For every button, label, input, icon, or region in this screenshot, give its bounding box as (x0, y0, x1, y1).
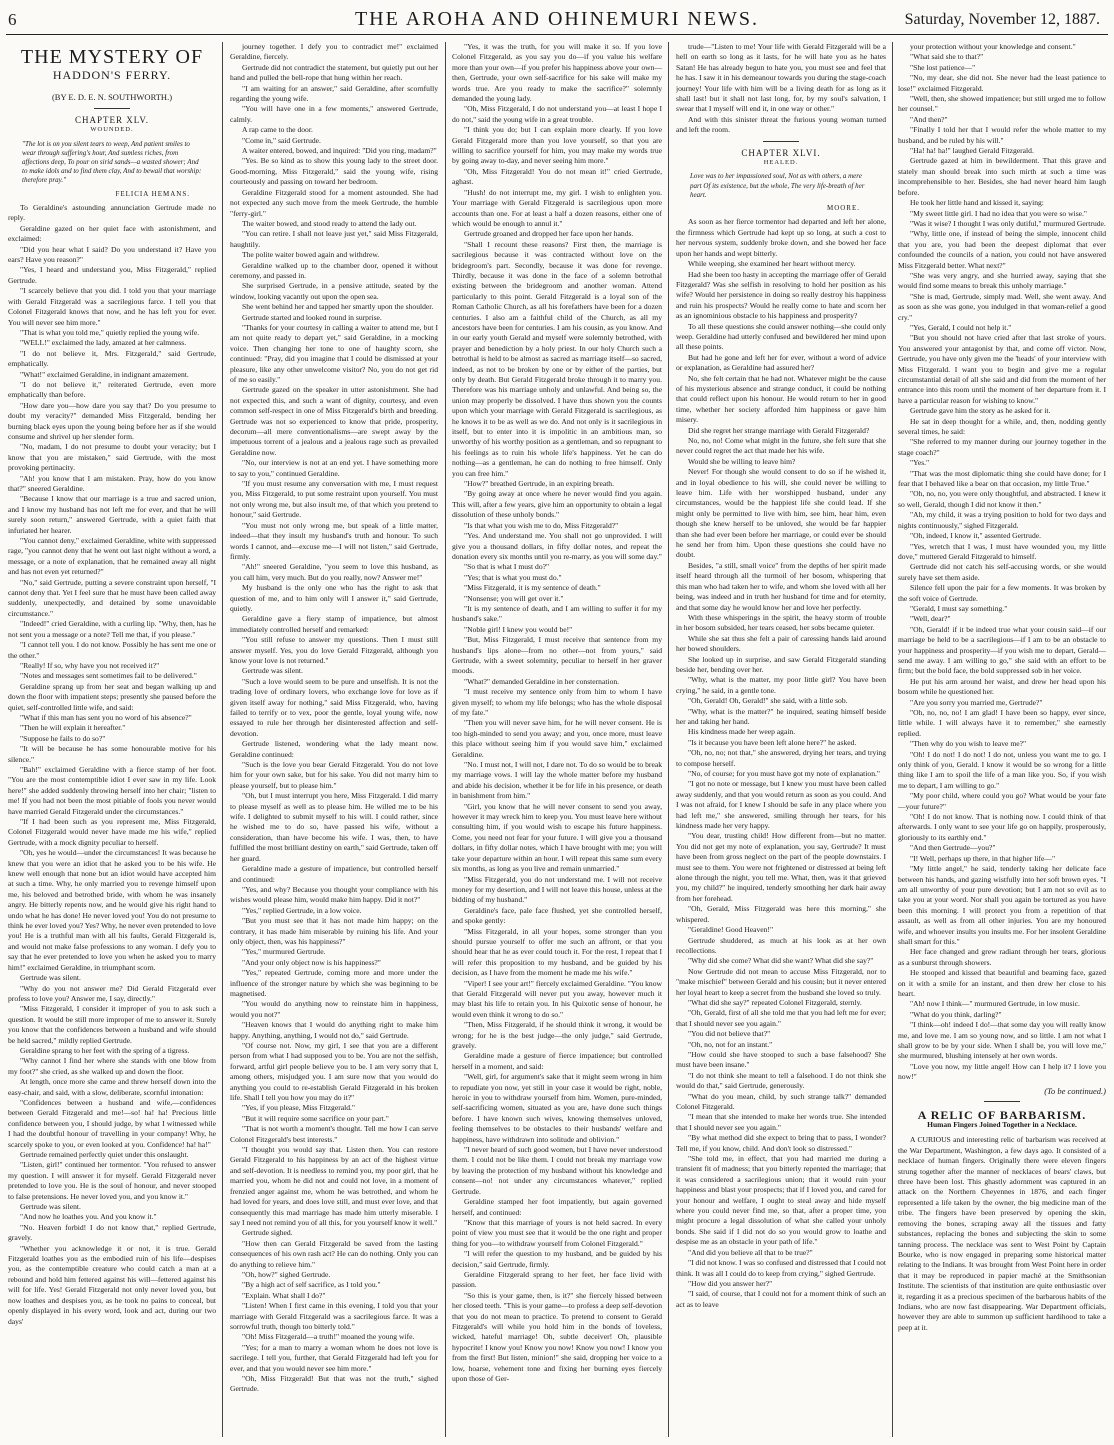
paragraph: "Well, dear?" (910, 614, 951, 624)
paragraph: "What did she say?" repeated Colonel Fitzgerald, sternly. (688, 997, 862, 1007)
paragraph: "Yes; that is what you must do." (464, 572, 562, 582)
paragraph: "My little angel," he said, tenderly taking her delicate face between his hands, and gazing wistfully into her soft brown eyes. "I am all unworthy of your pure devotion; but I am not so evil as to take you at your word. Nor shall you again be tortured as you have been this morning. I will protect you from a repetition of that assault, as well as from all other injuries. You are my honoured wife, and whoever insults you insults me. For her insolent Geraldine shall smart for this." (898, 864, 1106, 946)
paragraph: "No. Heaven forbid! I do not know that," replied Gertrude, gravely. (8, 1222, 216, 1243)
paragraph: "What?" demanded Geraldine in her consternation. (464, 676, 620, 686)
paragraph: "I think you do; but I can explain more clearly. If you love Gerald Fitzgerald more than you love yourself, so that you are willing to sacrifice yourself for him, you may make my words true by going away to-day, and never seeing him more." (452, 125, 662, 166)
to-be-continued: (To be continued.) (1044, 1085, 1106, 1096)
paragraph: "Well, girl, for argument's sake that it might seem wrong in him to repudiate you now, yet still in your case it would be right, noble, heroic in you to withdraw yourself from him. Women, pure-minded, self-sacrificing women, situated as you are, have done such things before. I have known such wives, knowing themselves unloved, feeling themselves to be obstacles to their husbands' welfare and happiness, have withdrawn into solitude and oblivion." (452, 1072, 662, 1144)
chapter-heading: CHAPTER XLVI. (741, 147, 821, 158)
epigraph: "The lot is on you silent tears to weep, And patient smiles to wear through suffering's hour, And sumless riches, from affections deep, To pour on sirid sands—a wasted shower; And to make idols and to find them clay, And to bewail that worship: therefore pray." (22, 139, 202, 185)
paragraph: "I will refer the question to my husband, and be guided by his decision," said Gertrude, firmly. (452, 1249, 662, 1269)
paragraph: "No, my dear, she did not. She never had the least patience to lose!" exclaimed Fitzgerald. (898, 73, 1106, 93)
paragraph: He sat in deep thought for a while, and, then, nodding gently several times, he said: (898, 416, 1106, 437)
paragraph: "Oh, yes he would—under the circumstances! It was because he knew that you were an idiot that he asked you to be his wife. He knew well enough that none but an idiot would have accepted him at such a time. Why, he only married you to revenge himself upon me, his beloved and betrothed bride, with whom he was insanely angry. He bitterly repents now, and he would give his right hand to undo what he has done! He never loved you! You do not presume to think he ever loved you? Yes? Why, he never even pretended to love you! He is a truthful man with all his faults, Gerald Fitzgerald is, and would not make false professions to any woman. I defy you to say that he ever pretended to love you when he asked you to marry him!" exclaimed Geraldine, in triumphant scorn. (8, 848, 216, 972)
paragraph: "If I had been such as you represent me, Miss Fitzgerald, Colonel Fitzgerald would never have made me his wife," replied Gertrude, with a mock dignity peculiar to herself. (8, 817, 216, 847)
paragraph: "Oh, indeed, I know it," assented Gertrude. (910, 531, 1042, 541)
paragraph: Geraldine Fitzgerald stood for a moment astounded. She had not expected any such move from the meek Gertrude, the humble "ferry-girl." (230, 187, 438, 218)
paragraph: "Ha! ha! ha!" laughed Gerald Fitzgerald. (910, 146, 1034, 156)
paragraph: "My sweet little girl. I had no idea that you were so wise." (910, 208, 1088, 218)
paragraph: "And now he loathes you. And you know it." (20, 1212, 157, 1222)
paragraph: "Oh, Miss Fitzgerald, I do not understand you—at least I hope I do not," said the young wife in a great trouble. (452, 104, 662, 124)
paragraph: "Oh, Miss Fitzgerald! You do not mean it!" cried Gertrude, aghast. (452, 166, 662, 187)
paragraph: "You must not only wrong me, but speak of a little matter, indeed—that they insult my husband's truth and honour. To such words I cannot, and—excuse me—I will not listen," said Gertrude, firmly. (230, 520, 438, 561)
paragraph: "Bah!" exclaimed Geraldine with a fierce stamp of her foot. "You are the most contemptible idiot I ever saw in my life. Look here!" she added suddenly throwing herself into her chair; "listen to me! If you had not been the most pitiable of fools you never would have married Gerald Fitzgerald under the circumstances." (8, 764, 216, 816)
paragraph: "So this is your game, then, is it?" she fiercely hissed between her closed teeth. "This is your game—to profess a deep self-devotion that you do not mean to practice. To pretend to consent to Gerald Fitzgerald's will while you hold him in the bonds of loveless, wicked, hateful marriage! Oh, subtle deceiver! Oh, plausible hypocrite! I know you! Know you now! Know you now! I know you from the first! But listen, minion!" she said, dropping her voice to a low, hoarse, vehement tone and fixing her burning eyes fiercely upon those of Ger- (452, 1290, 662, 1383)
paragraph: "No, our interview is not at an end yet. I have something more to say to you," continued Geraldine. (230, 458, 438, 478)
column-rule (445, 42, 446, 1437)
paragraph: "Then he will explain it hereafter." (20, 723, 126, 733)
short-rule (94, 108, 130, 109)
paragraph: "Explain. What shall I do?" (242, 1290, 326, 1300)
story-text (676, 217, 886, 1310)
paragraph: "Yes. Be so kind as to show this young lady to the street door. Good-morning, Miss Fitzgerald," said the young wife, rising courteously and passing on toward her bedroom. (230, 156, 438, 187)
paragraph: "You dear, trusting child! How different from—but no matter. You did not get my note of explanation, you say, Gertrude? It must have been from gross neglect on the part of the people downstairs. I must see to them. You were not frightened or distressed at being left alone through the night, you tell me. What, then, was it that grieved you, my child?" he inquired, tenderly smoothing her dark hair away from her forehead. (676, 831, 886, 903)
paragraph: "She told me, in effect, that you had married me during a transient fit of madness; that you bitterly repented the marriage; that it was considered a sacrilegious union; that it would ruin your happiness and blast your prospects; that if I loved you, and cared for your honour and welfare, I ought to steal away and hide myself where you could never find me, so that, after a proper time, you might procure a legal dissolution of what she called your unholy bonds. She said if I did not do so you would grow to loathe and despise me as an obstacle in your path of life." (676, 1154, 886, 1247)
paragraph: "How?" breathed Gertrude, in an expiring breath. (464, 479, 615, 489)
paragraph: "You can retire. I shall not leave just yet," said Miss Fitzgerald, haughtily. (230, 229, 438, 249)
paragraph: "Miss Fitzgerald, I consider it improper of you to ask such a question. It would be still more improper of me to answer it. Surely you know that the confidences between a husband and wife should be held sacred," mildly replied Gertrude. (8, 1004, 216, 1045)
paragraph: "I think—oh! indeed I do!—that some day you will really know me, and love me. I am so young now, and so little. I am not what I shall grow to be by your side. When I shall be, you will love me," she murmured, blushing intensely at her own words. (898, 1020, 1106, 1061)
paragraph: And with this sinister threat the furious young woman turned and left the room. (676, 114, 886, 135)
paragraph: "Why do you not answer me? Did Gerald Fitzgerald ever profess to love you? Answer me, I say, directly." (8, 983, 216, 1003)
masthead: THE AROHA AND OHINEMURI NEWS. (354, 8, 760, 30)
paragraph: "I got no note or message, but I knew you must have been called away suddenly, and that you would return as soon as you could. And I was not afraid, for I knew I should be safe in any place where you had left me," she answered, smiling through her tears, for his kindness made her very happy. (676, 779, 886, 831)
paragraph: At length, once more she came and threw herself down into the easy-chair, and said, with a slow, deliberate, scornful intonation: (8, 1077, 216, 1097)
column-1 (8, 42, 216, 1437)
short-rule (763, 141, 799, 142)
paragraph: "Ah, my child, it was a trying position to hold for two days and nights continuously," sighed Fitzgerald. (898, 510, 1106, 530)
paragraph: "Oh, no, no, you were only thoughtful, and abstracted. I knew it so well, Gerald, though I did not know it then." (898, 489, 1106, 509)
paragraph: "Why, little one, if instead of being the simple, innocent child that you are, you had been the deepest diplomat that ever confounded the councils of a nation, you could not have answered Miss Fitzgerald better. What next?" (898, 229, 1106, 270)
paragraph: Silence fell upon the pair for a few moments. It was broken by the soft voice of Gertrude. (898, 583, 1106, 603)
paragraph: "I cannot tell you. I do not know. Possibly he has sent me one or the other." (8, 640, 216, 660)
paragraph: "It will be because he has some honourable motive for his silence." (8, 744, 216, 764)
paragraph: "Yes," murmured Gertrude. (242, 947, 326, 957)
paragraph: "Yes." (910, 458, 930, 468)
paragraph: Did she regret her strange marriage with Gerald Fitzgerald? (688, 425, 870, 435)
paragraph: "She was very angry, and she hurried away, saying that she would find some means to break this unholy marriage." (898, 270, 1106, 291)
paragraph: "What said she to that?" (910, 52, 984, 62)
paragraph: "Girl, you know that he will never consent to send you away, however it may wreck him to keep you. You must leave here without consulting him, if you would wish to escape his future happiness. Come, you need not fear for your future. I will give you a thousand dollars, in fifty dollar notes, which I have brought with me; you will take your departure within an hour. I will repeat this same sum every six months, as long as you live and remain unmarried." (452, 801, 662, 874)
paragraph: With these whisperings in the spirit, the heavy storm of trouble in her bosom subsided, her tears ceased, her sobs became quieter. (676, 612, 886, 633)
issue-date: Saturday, November 12, 1887. (904, 11, 1100, 28)
paragraph: "Listen, girl!" continued her tormentor. "You refused to answer my question. I will answer it for myself. Gerald Fitzgerald never pretended to love you. He is the soul of honour, and never stooped to false pretensions. He never loved you, and you know it." (8, 1160, 216, 1201)
paragraph: "By what method did she expect to bring that to pass, I wonder? Tell me, if you know, child. And don't look so distressed." (676, 1133, 886, 1153)
paragraph: "Oh! Miss Fitzgerald—a truth!" moaned the young wife. (242, 1332, 415, 1342)
paragraph: She looked up in surprise, and saw Gerald Fitzgerald standing beside her, bending over her. (676, 654, 886, 674)
paragraph: "And did you believe all that to be true?" (688, 1247, 813, 1257)
page-number: 6 (8, 10, 17, 29)
paragraph: She went behind her and tapped her smartly upon the shoulder. (242, 302, 434, 312)
paragraph: "Shall I recount these reasons? First then, the marriage is sacrilegious because it was contracted without love on the bridegroom's part. Secondly, because it was done for revenge. Thirdly, because it was done in the face of a solemn betrothal existing between the bridegroom and another woman. Attend particularly to this point. Gerald Fitzgerald is a loyal son of the Roman Catholic Church, as all his forefathers have been for a dozen centuries. I also am a faithful child of the Church, as all my ancestors have been for centuries. I am his cousin, as you know. And in our early youth Gerald and myself were solemnly betrothed, with prayer and benediction by a holy priest. In our holy Church such a betrothal is held to be almost as sacred as marriage itself—so sacred, indeed, as not to be broken by one or by either of the parties, but only by death. But Gerald Fitzgerald broke through it to marry you. Therefore was his marriage unholy and unlawful. And being so, the union may properly be dissolved. I have thus shown you the counts upon which your marriage with Gerald Fitzgerald is sacrilegious, as he knows it to be as well as we do. And not only is it sacrilegious in itself, but to enter into it is impolitic in an ambitious man, so unworthy of his worthy position as a gentleman, and so repugnant to his feelings as to ruin his whole life's happiness. Yet he can do nothing—as a gentleman, he can do nothing to free himself. Only you can free him." (452, 239, 662, 478)
paragraph: "Is that what you wish me to do, Miss Fitzgerald?" (464, 520, 619, 530)
column-5 (898, 42, 1106, 1437)
epigraph-attribution: MOORE. (826, 204, 860, 213)
paragraph: "You will have one in a few moments," answered Gertrude, calmly. (230, 104, 438, 124)
paragraph: "I must receive my sentence only from him to whom I have given myself; to whom my life belongs; who has the whole disposal of my fate." (452, 687, 662, 717)
paragraph: "Oh, no, no; not that," she answered, drying her tears, and trying to compose herself. (676, 748, 886, 768)
paragraph: "You did not believe that?" (688, 1029, 771, 1039)
epigraph: Love was to her impassioned soul, Not as with others, a mere part Of its existence, but the whole, The very life-breath of her heart. (690, 172, 865, 199)
paragraph: "So that is what I must do?" (464, 562, 550, 572)
paragraph: "And then Gertrude—you?" (910, 843, 996, 853)
paragraph: "Oh, Miss Fitzgerald! But that was not the truth," sighed Gertrude. (230, 1374, 438, 1394)
paragraph: "And then?" (910, 114, 948, 124)
paragraph: "Yes, and why? Because you thought your compliance with his wishes would please him, would make him happy. Did it not?" (230, 884, 438, 905)
column-rule (222, 42, 223, 1437)
paragraph: "Hush! do not interrupt me, my girl. I wish to enlighten you. Your marriage with Gerald Fitzgerald is sacrilegious upon more accounts than one. For at least a half a dozen reasons, either one of which would be enough to annul it." (452, 187, 662, 228)
paragraph: "Thanks for your courtesy in calling a waiter to attend me, but I am not quite ready to depart yet," said Geraldine, in a mocking voice. Then changing her tone to one of haughty scorn, she continued: "Pray, did you imagine that I could be dismissed at your pleasure, like any other unwelcome visitor? No, you do not get rid of me so easily." (230, 322, 438, 384)
paragraph: While weeping, she examined her heart without mercy. (688, 259, 856, 269)
column-rule (892, 42, 893, 1437)
story-text (8, 203, 216, 1327)
paragraph: Geraldine sprang to her feet with the spring of a tigress. (20, 1045, 190, 1055)
paragraph: "By going away at once where he never would find you again. This will, after a few years, give him an opportunity to obtain a legal dissolution of these unholy bonds." (452, 489, 662, 520)
paragraph: Geraldine made a gesture of impatience, but controlled herself and continued: (230, 864, 438, 884)
story-text (230, 42, 438, 1395)
paragraph: Her face changed and grew radiant through her tears, glorious as a sunburst through showers. (898, 947, 1106, 967)
paragraph: To all these questions she could answer nothing—she could only weep. Geraldine had utterly confused and bewildered her mind upon all these points. (676, 321, 886, 352)
paragraph: Gertrude groaned and dropped her face upon her hands. (464, 229, 634, 239)
paragraph: Gertrude did not catch his self-accusing words, or she would surely have set them aside. (898, 562, 1106, 582)
paragraph: Gertrude was silent. (20, 973, 81, 983)
paragraph: "She referred to my manner during our journey together in the stage coach?" (898, 437, 1106, 457)
paragraph: "But, Miss Fitzgerald, I must receive that sentence from my husband's lips alone—from no other—not from yours," said Gertrude, with a sweet solemnity, peculiar to herself in her graver moods. (452, 635, 662, 676)
paragraph: To Geraldine's astounding annunciation Gertrude made no reply. (8, 203, 216, 223)
paragraph: "Heaven knows that I would do anything right to make him happy. Anything, anything, I would not do," said Gertrude. (230, 1020, 438, 1040)
paragraph: "Come in," said Gertrude. (242, 135, 321, 145)
paragraph: Gertrude sighed. (242, 1228, 293, 1238)
paragraph: "Suppose he fails to do so?" (20, 733, 106, 743)
paragraph: "It is my sentence of death, and I am willing to suffer it for my husband's sake." (452, 603, 662, 624)
paragraph: "Indeed!" cried Geraldine, with a curling lip. "Why, then, has he not sent you a message or a note? Tell me that, if you please." (8, 619, 216, 639)
paragraph: He stooped and kissed that beautiful and beaming face, gazed on it with a smile for an instant, and then drew her close to his heart. (898, 968, 1106, 998)
paragraph: "Yes, if you please, Miss Fitzgerald." (242, 1103, 355, 1113)
paragraph: Now Gertrude did not mean to accuse Miss Fitzgerald, nor to "make mischief" between Gerald and his cousin; but it never entered her loyal heart to keep a secret from the husband she loved so truly. (676, 966, 886, 997)
paragraph: But had he gone and left her for ever, without a word of advice or explanation, as Geraldine had assured her? (676, 352, 886, 373)
paragraph: "How dare you—how dare you say that? Do you presume to doubt my veracity?" demanded Miss Fitzgerald, bending her burning black eyes upon the young being before her as if she would consume and shrivel up her slender form. (8, 400, 216, 441)
paragraph: A rap came to the door. (242, 125, 313, 135)
header-rule (6, 34, 1108, 35)
paragraph: "Oh, Gerald! if it be indeed true what your cousin said—if our marriage be held to be a sacrilegious—if I am to be an obstacle to your happiness and prosperity—if you wish me to depart, Gerald—send me away. I am willing to go," she said with an effort to be firm; but the bold face, the bold suppressed sob in her voice. (898, 624, 1106, 676)
paragraph: Never! For though she would consent to do so if he wished it, and in loyal obedience to his will, she could never be willing to leave him. Life with her worshipped husband, under any circumstances, would be the happiest life she could lead. If she might only be permitted to live with him, see him, hear him, even though she knew herself to be unloved, she would be far happier than she had ever been before her marriage, or could ever be should he send her from him. Upon these questions she could have no doubt. (676, 467, 886, 560)
paragraph: "Why did she come? What did she want? What did she say?" (688, 956, 874, 966)
story-subtitle: HADDON'S FERRY. (52, 68, 172, 82)
paragraph: Gertrude did not contradict the statement, but quietly put out her hand and pulled the bell-rope that hung within her reach. (230, 62, 438, 83)
paragraph: He put his arm around her waist, and drew her head upon his bosom while he questioned her. (898, 676, 1106, 697)
chapter-heading: CHAPTER XLV. (74, 114, 149, 125)
paragraph: "And your only object now is his happiness?" (242, 957, 381, 967)
paragraph: "Ah!" sneered Geraldine, "you seem to love this husband, as you call him, very much. But do you really, now? Answer me!" (230, 562, 438, 582)
paragraph: Gertrude started and looked round in surprise. (242, 312, 382, 322)
paragraph: "How could she have stooped to such a base falsehood? She must have been insane." (676, 1049, 886, 1070)
epigraph-attribution: FELICIA HEMANS. (115, 189, 190, 198)
column-3 (452, 42, 662, 1437)
paragraph: "I! Well, perhaps up there, in that higher life—" (910, 853, 1056, 863)
paragraph: While she sat thus she felt a pair of caressing hands laid around her bowed shoulders. (676, 633, 886, 654)
paragraph: His kindness made her weep again. (688, 727, 796, 737)
paragraph: "Miss Fitzgerald, in all your hopes, some stronger than you should pursue yourself to offer me such an affront, or that you should hear that he as ever could touch it. For the rest, I repeat that I will refer this proposition to my husband, and be guided by his decision, as I have from the moment he made me his wife." (452, 926, 662, 978)
paragraph: "That is what you told me," quietly replied the young wife. (20, 327, 200, 337)
paragraph: A CURIOUS and interesting relic of barbarism was received at the War Department, Washington, a few days ago. It consisted of a necklace of human fingers. Originally there were eleven fingers strung together after the manner of necklaces of bears' claws, but three have been lost. This ghastly adornment was captured in an attack on the Northern Cheyennes in 1876, and each finger represented a life taken by the owner, the big medicine man of the tribe. The fingers have been preserved by opening the skin, removing the bones, scraping away all the tissues and fatty substances, replacing the bones and subjecting the skin to some tanning process. The necklace was sent to West Point by Captain Bourke, who is now engaged in preparing some historical matter relating to the Indians. It was brought from West Point here in order that it may be reproduced in papier maché at the Smithsonian Institute. The scientists of that institution are quite enthusiastic over it, regarding it as a precious specimen of the barbarous habits of the Indians, who are now fast disappearing. War Department officials, however they are able to summon up sufficient hardihood to take a peep at it. (898, 1135, 1106, 1332)
paragraph: "Is it because you have been left alone here?" he asked. (688, 737, 857, 747)
paragraph: "Oh, but I must interrupt you here, Miss Fitzgerald. I did marry to please myself as well as to please him. He willed me to be his wife. I delighted to submit myself to his will. I could rather, since he wished me to do so, have passed his wife, without a consideration, than have become his wife. I was, then, to have fulfilled the most brilliant destiny on earth," said Gertrude, taken off her guard. (230, 791, 438, 863)
paragraph: "Listen! When I first came in this evening, I told you that your marriage with Gerald Fitzgerald was a sacrilegious farce. It was a sorrowful truth, though too bitterly told." (230, 1301, 438, 1331)
paragraph: "Whether you acknowledge it or not, it is true. Gerald Fitzgerald loathes you as the embodied ruin of his life—despises you, as the contemptible creature who could catch a man at a rebound and hold him fettered against his will—fettered against his will for life. Yes! Gerald Fitzgerald not only never loved you, but now loathes and despises you, as he took no pains to conceal, but openly displayed in his every word, look and act, during our two days' (8, 1243, 216, 1326)
paragraph: Gertrude shuddered, as much at his look as at her own recollections. (676, 935, 886, 955)
paragraph: "No," said Gertrude, putting a severe constraint upon herself, "I cannot deny that. Yet I feel sure that he must have been called away suddenly, unexpectedly, and detained by some unavoidable circumstance." (8, 577, 216, 618)
paragraph: Gertrude gave him the story as he asked for it. (910, 406, 1051, 416)
story-text (452, 42, 662, 1384)
paragraph: "Oh! I do not know. That is nothing now. I could think of that afterwards. I only want to see your life go on happily, prosperously, gloriously to its earthly end." (898, 812, 1106, 842)
paragraph: "Oh! I do not! I do not! I do not, unless you want me to go. I only think of you, Gerald. I know it would be so wrong for a little thing like I am to spoil the life of a man like you. So, if you wish me to depart, I am willing to go." (898, 749, 1106, 790)
chapter-subheading: HEALED. (763, 159, 799, 167)
paragraph: No, she felt certain that he had not. Whatever might be the cause of his mysterious absence and strange conduct, it could be nothing that could reflect upon his honour. He would return to her in good time, whether her society afforded him happiness or gave him misery. (676, 373, 886, 425)
paragraph: "Are you sorry you married me, Gertrude?" (910, 697, 1043, 707)
paragraph: "WELL!" exclaimed the lady, amazed at her calmness. (20, 338, 187, 348)
paragraph: "Such a love would seem to be pure and unselfish. It is not the trading love of ordinary lovers, who exchange love for love as if given itself away for nothing," said Miss Fitzgerald, who, having failed to terrify or to vex, poor the gentle, loyal young wife, now essayed to rule her through her disinterested affection and self-devotion. (230, 676, 438, 738)
paragraph: Gertrude was silent. (20, 1202, 81, 1212)
paragraph: My husband is the only one who has the right to ask that question of me, and to him only will I answer it," said Gertrude, quietly. (230, 583, 438, 613)
paragraph: "No, madam, I do not presume to doubt your veracity; but I know that you are mistaken," said Gertrude, with the most provoking pertinacity. (8, 442, 216, 473)
paragraph: your protection without your knowledge and consent." (910, 42, 1076, 51)
paragraph: "What!" exclaimed Geraldine, in indignant amazement. (20, 369, 189, 379)
short-rule (984, 1101, 1020, 1102)
paragraph: "Finally I told her that I would refer the whole matter to my husband, and be ruled by his will." (898, 125, 1106, 145)
paragraph: Geraldine's face, pale face flushed, yet she controlled herself, and spoke gently: (452, 905, 662, 926)
paragraph: "Oh, Gerald! Oh, Gerald!" she said, with a little sob. (688, 696, 848, 706)
paragraph: "I did not know. I was so confused and distressed that I could not think. It was all I could do to keep from crying," sighed Gertrude. (676, 1258, 886, 1278)
paragraph: "What do you mean, child, by such strange talk?" demanded Colonel Fitzgerald. (676, 1091, 886, 1112)
paragraph: "Yes, it was the truth, for you will make it so. If you love Colonel Fitzgerald, as you say you do—if you value his welfare more than your own—if you prefer his happiness above your own—then, Gertrude, your own self-sacrifice for his sake will make my words true. Are you ready to make the sacrifice?" solemnly demanded the young lady. (452, 42, 662, 104)
article-subtitle: Human Fingers Joined Together in a Necklace. (927, 1120, 1077, 1130)
paragraph: Geraldine stamped her foot impatiently, but again governed herself, and continued: (452, 1197, 662, 1217)
paragraph: "What if this man has sent you no word of his absence?" (20, 712, 192, 722)
paragraph: "She lost patience—" (910, 62, 976, 72)
paragraph: "But you should not have cried after that last stroke of yours. You answered your antagonist by that, and come off victor. Now, Gertrude, you have only given me the 'heads' of your interview with Miss Fitzgerald. I want you to begin and give me a regular circumstantial detail of all she said and did from the moment of her entrance into this room until the moment of her departure from it. I have a particular reason for wishing to know." (898, 333, 1106, 405)
paragraph: Besides, "a still, small voice" from the depths of her spirit made itself heard through all the turmoil of her bosom, whispering that this man who had taken her to wife, and whom she loved with all her being, was indeed and in truth her husband for time and for eternity, and that some day he would know her and love her perfectly. (676, 560, 886, 612)
paragraph: Geraldine walked up to the chamber door, opened it without ceremony, and passed in. (230, 260, 438, 280)
paragraph: "My poor child, where could you go? What would be your fate—your future?" (898, 791, 1106, 811)
paragraph: "Did you hear what I said? Do you understand it? Have you ears? Have you reason?" (8, 244, 216, 265)
page-body (8, 42, 1106, 1437)
chapter-subheading: WOUNDED. (90, 126, 134, 134)
paragraph: "Yes," replied Gertrude, in a low voice. (242, 905, 362, 915)
paragraph: Geraldine sprang up from her seat and began walking up and down the floor with impatient steps; presently she paused before the quiet, self-controlled little wife, and said: (8, 681, 216, 712)
paragraph: "I am waiting for an answer," said Geraldine, after scornfully regarding the young wife. (230, 83, 438, 104)
paragraph: "Why, what is the matter?" he inquired, seating himself beside her and taking her hand. (676, 706, 886, 726)
article-title: A RELIC OF BARBARISM. (917, 1108, 1087, 1123)
paragraph: "Such is the love you bear Gerald Fitzgerald. You do not love him for your own sake, but for his sake. You did not marry him to please yourself, but to please him." (230, 760, 438, 790)
paragraph: Gertrude gazed at him in bewilderment. That this grave and stately man should break into such mirth at such a time was incomprehensible to her. Besides, she had never heard him laugh before. (898, 156, 1106, 197)
paragraph: "She is mad, Gertrude, simply mad. Well, she went away. And as soon as she was gone, you indulged in that woman-relief a good cry." (898, 291, 1106, 322)
paragraph: "No. I must not, I will not, I dare not. To do so would be to break my marriage vows. I will lay the whole matter before my husband and abide his decision, whether it be for life in his presence, or death in banishment from him." (452, 760, 662, 801)
paragraph: "I scarcely believe that you did. I told you that your marriage with Gerald Fitzgerald was a sacrilegious farce. I tell you that Colonel Fitzgerald knows that now, and he has left you for ever. You will never see him more." (8, 286, 216, 327)
paragraph: "Yes, wretch that I was, I must have wounded you, my little dove," muttered Gerald Fitzgerald to himself. (898, 541, 1106, 561)
paragraph: "Yes, Gerald, I could not help it." (910, 322, 1012, 332)
paragraph: "You cannot deny," exclaimed Geraldine, white with suppressed rage, "you cannot deny that he went out last night without a word, a message, or a note of explanation, that he remained away all night and has not even yet returned?" (8, 536, 216, 577)
paragraph: "Oh, no, no, no! I am glad! I have been so happy, ever since, little while. I will always have it to remember," she earnestly replied. (898, 708, 1106, 738)
paragraph: "Yes. And understand me. You shall not go unprovided. I will give you a thousand dollars, in fifty dollar notes, and repeat the donation every six months until you re-marry, as you will some day." (452, 531, 662, 561)
paragraph: "I thought you would say that. Listen then. You can restore Gerald Fitzgerald to his happiness by an act of the highest virtue and self-devotion. It is needless to remind you, my poor girl, that he married you, whom he did not and could not love, in a moment of frenzied anger against me, whom he was betrothed, and whom he had loved for years, and does love still, and must ever love, and that consequently this mad marriage has made him utterly miserable. I say I need not remind you of all this, for you yourself know it well." (230, 1145, 438, 1227)
paragraph: "Miss Fitzgerald, you do not understand me. I will not receive money for my desertion, and I will not leave this house, unless at the bidding of my husband." (452, 874, 662, 905)
paragraph: The polite waiter bowed again and withdrew. (242, 250, 380, 260)
paragraph: "Oh, Gerald, first of all she told me that you had left me for ever; that I should never see you again." (676, 1008, 886, 1028)
paragraph: "That was the most diplomatic thing she could have done; for I fear that I behaved like a bear on that occasion, my little True." (898, 468, 1106, 489)
story-text (898, 42, 1106, 1083)
paragraph: "What do you think, darling?" (910, 1009, 1002, 1019)
story-byline: (BY E. D. E. N. SOUTHWORTH.) (51, 92, 173, 103)
paragraph: He took her little hand and kissed it, saying: (910, 198, 1044, 208)
paragraph: "I mean that she intended to make her words true. She intended that I should never see you again." (676, 1112, 886, 1132)
paragraph: "Miss Fitzgerald, it is my sentence of death." (464, 583, 601, 593)
paragraph: "How then can Gerald Fitzgerald be saved from the lasting consequences of his own rash act? He can do nothing. Only you can do anything to relieve him." (230, 1238, 438, 1269)
paragraph: "I said, of course, that I could not for a moment think of such an act as to leave (676, 1289, 886, 1309)
paragraph: Geraldine Fitzgerald sprang to her feet, her face livid with passion. (452, 1269, 662, 1290)
story-title: THE MYSTERY OF (20, 46, 204, 68)
paragraph: "You still refuse to answer my questions. Then I must still answer myself. Yes, you do love Gerald Fitzgerald, although you know your love is not returned." (230, 635, 438, 665)
paragraph: "But you must see that it has not made him happy; on the contrary, it has made him miserable by ruining his life. And your only object, then, was his happiness?" (230, 916, 438, 946)
paragraph: Would she be willing to leave him? (688, 456, 796, 466)
paragraph: "Why cannot I find her where she stands with one blow from my foot?" she cried, as she walked up and down the floor. (8, 1056, 216, 1076)
paragraph: "Well, then, she showed impatience; but still urged me to follow her counsel." (898, 94, 1106, 114)
paragraph: Gertrude gazed on the speaker in utter astonishment. She had not expected this, and such a want of dignity, courtesy, and even common self-respect in one of Miss Fitzgerald's birth and breeding. Gertrude was not so experienced to know that pride, prosperity, decorum—all mere conventionalisms—are swept away by the impetuous torrent of a jealous and a jealous rage such as prevailed Geraldine now. (230, 385, 438, 457)
paragraph: "Why, what is the matter, my poor little girl? You have been crying," he said, in a gentle tone. (676, 675, 886, 695)
paragraph: "If you must resume any conversation with me, I must request you, Miss Fitzgerald, to put some restraint upon yourself. You must not only wrong me, but also insult me, of that which you pretend to honour," said Gertrude. (230, 479, 438, 520)
paragraph: "Ah! you know that I am mistaken. Pray, how do you know that?" sneered Geraldine. (8, 473, 216, 494)
paragraph: "Viper! I see your art!" fiercely exclaimed Geraldine. "You know that Gerald Fitzgerald will never put you away, however much it may blast his life to retain you. In his Quixotic sense of honour, he would even think it wrong to do so." (452, 978, 662, 1019)
paragraph: "Oh, how?" sighed Gertrude. (242, 1269, 331, 1279)
paragraph: "Noble girl! I knew you would be!" (464, 624, 573, 634)
paragraph: "I do not believe it, Mrs. Fitzgerald," said Gertrude, emphatically. (8, 348, 216, 369)
paragraph: "Really! If so, why have you not received it?" (20, 660, 160, 670)
paragraph: "Ah! now I think—" murmured Gertrude, in low music. (910, 999, 1080, 1009)
paragraph: "No, of course; for you must have got my note of explanation." (688, 769, 880, 779)
paragraph: "Yes; for a man to marry a woman whom he does not love is sacrilege. I tell you, further, that Gerald Fitzgerald had left you for ever, and that you would never see him more." (230, 1342, 438, 1373)
paragraph: "By a high act of self sacrifice, as I told you." (242, 1280, 381, 1290)
paragraph: She surprised Gertrude, in a pensive attitude, seated by the window, looking vacantly out upon the open sea. (230, 281, 438, 301)
paragraph: "Geraldine! Good Heaven!" (688, 925, 774, 935)
paragraph: "Of course not. Now, my girl, I see that you are a different person from what I had supposed you to be. You are not the selfish, forward, artful girl people believe you to be. I am very sorry that I, among others, misjudged you. I am sure now that you would do anything you could to re-establish Gerald Fitzgerald in his broken life. Shall I tell you how you may do it?" (230, 1041, 438, 1103)
paragraph: No, no, no! Come what might in the future, she felt sure that she never could regret the act that made her his wife. (676, 436, 886, 456)
paragraph: "Know that this marriage of yours is not held sacred. In every point of view you must see that it would be the one right and proper thing for you—to withdraw yourself from Colonel Fitzgerald." (452, 1217, 662, 1248)
paragraph: trude—"Listen to me! Your life with Gerald Fitzgerald will be a hell on earth so long as it lasts, for he will hate you as he hates Satan! He has already begun to hate you, you must see and feel that he has. I saw it in his demeanour towards you during the stage-coach journey! Your life with him will be a living death for as long as it shall last! but it shall not last long, for, by my soul's salvation, I swear that I myself will end it, in one way or other." (676, 42, 886, 114)
paragraph: "Oh, no, not for an instant." (688, 1039, 773, 1049)
paragraph: Geraldine made a gesture of fierce impatience; but controlled herself in a moment, and said: (452, 1051, 662, 1071)
column-4 (676, 42, 886, 1437)
page-header (0, 8, 1114, 36)
paragraph: "But it will require some sacrifice on your part." (242, 1113, 389, 1123)
paragraph: "Love you now, my little angel! How can I help it? I love you now!" (898, 1061, 1106, 1082)
paragraph: "Then why do you wish to leave me?" (910, 739, 1027, 749)
paragraph: "Then, Miss Fitzgerald, if he should think it wrong, it would be wrong; for he is the best judge—the only judge," said Gertrude, gravely. (452, 1020, 662, 1050)
paragraph: Gertrude listened, wondering what the lady meant now. Geraldine continued: (230, 739, 438, 759)
paragraph: A waiter entered, bowed, and inquired: "Did you ring, madam?" (242, 146, 437, 156)
paragraph: Geraldine gave a fiery stamp of impatience, but almost immediately controlled herself and remarked: (230, 614, 438, 634)
paragraph: As soon as her fierce tormentor had departed and left her alone, the firmness which Gertrude had kept up so long, at such a cost to her nervous system, suddenly broke down, and she bowed her face upon her hands and wept bitterly. (676, 217, 886, 258)
paragraph: "I do not think she meant to tell a falsehood. I do not think she would do that," said Gertrude, generously. (676, 1070, 886, 1091)
paragraph: The waiter bowed, and stood ready to attend the lady out. (242, 218, 417, 228)
paragraph: "Because I know that our marriage is a true and sacred union, and I know my husband has not left me for ever, and that he will surely soon return," answered Gertrude, with a quiet faith that infuriated her hearer. (8, 494, 216, 535)
paragraph: Gertrude remained perfectly quiet under this onslaught. (20, 1150, 189, 1160)
story-text (676, 42, 886, 136)
paragraph: "Notes and messages sent sometimes fail to be delivered." (20, 671, 197, 681)
paragraph: journey together. I defy you to contradict me!" exclaimed Geraldine, fiercely. (230, 42, 438, 62)
paragraph: "Then you will never save him, for he will never consent. He is too high-minded to send you away; and you, once more, must leave this place without seeing him if you would save him," exclaimed Geraldine. (452, 718, 662, 759)
paragraph: "How did you answer her?" (688, 1278, 773, 1288)
paragraph: "Yes, I heard and understand you, Miss Fitzgerald," replied Gertrude. (8, 265, 216, 285)
paragraph: "Confidences between a husband and wife,—confidences between Gerald Fitzgerald and me!—so! ha! ha! Precious little confidence between you, I should judge, by what I witnessed while I had the doubtful honour of travelling in your company! Why, he scarcely spoke to you, or even looked at you. Confidence! ha! ha!" (8, 1097, 216, 1149)
paragraph: "I never heard of such good women, but I have never understood them. I could not be like them. I could not break my marriage vow by leaving the protection of my husband without his knowledge and consent—no! not under any circumstances whatever," replied Gertrude. (452, 1145, 662, 1196)
paragraph: "Gerald, I must say something." (910, 603, 1008, 613)
paragraph: Geraldine gazed on her quiet face with astonishment, and exclaimed: (8, 223, 216, 244)
paragraph: Had she been too hasty in accepting the marriage offer of Gerald Fitzgerald? Was she selfish in resolving to hold her position as his wife? Would her persistence in doing so really destroy his happiness and ruin his prospects? Would he really come to hate and scorn her as an ignominious obstacle to his happiness and prosperity? (676, 269, 886, 321)
column-2 (230, 42, 438, 1437)
article-text (898, 1135, 1106, 1333)
paragraph: "Nonsense; you will get over it." (464, 593, 564, 603)
paragraph: Gertrude was silent. (242, 666, 303, 676)
paragraph: "You would do anything now to reinstate him in happiness, would you not?" (230, 999, 438, 1019)
paragraph: "Yes," repeated Gertrude, coming more and more under the influence of the stronger nature by which she was beginning to be magnetised. (230, 968, 438, 998)
paragraph: "That is not worth a moment's thought. Tell me how I can serve Colonel Fitzgerald's best interests." (230, 1124, 438, 1144)
paragraph: "Oh, Gerald, Miss Fitzgerald was here this morning," she whispered. (676, 904, 886, 924)
paragraph: "Was it wise? I thought I was only dutiful," murmured Gertrude. (910, 218, 1106, 228)
column-rule (668, 42, 669, 1437)
paragraph: "I do not believe it," reiterated Gertrude, even more emphatically than before. (8, 379, 216, 400)
